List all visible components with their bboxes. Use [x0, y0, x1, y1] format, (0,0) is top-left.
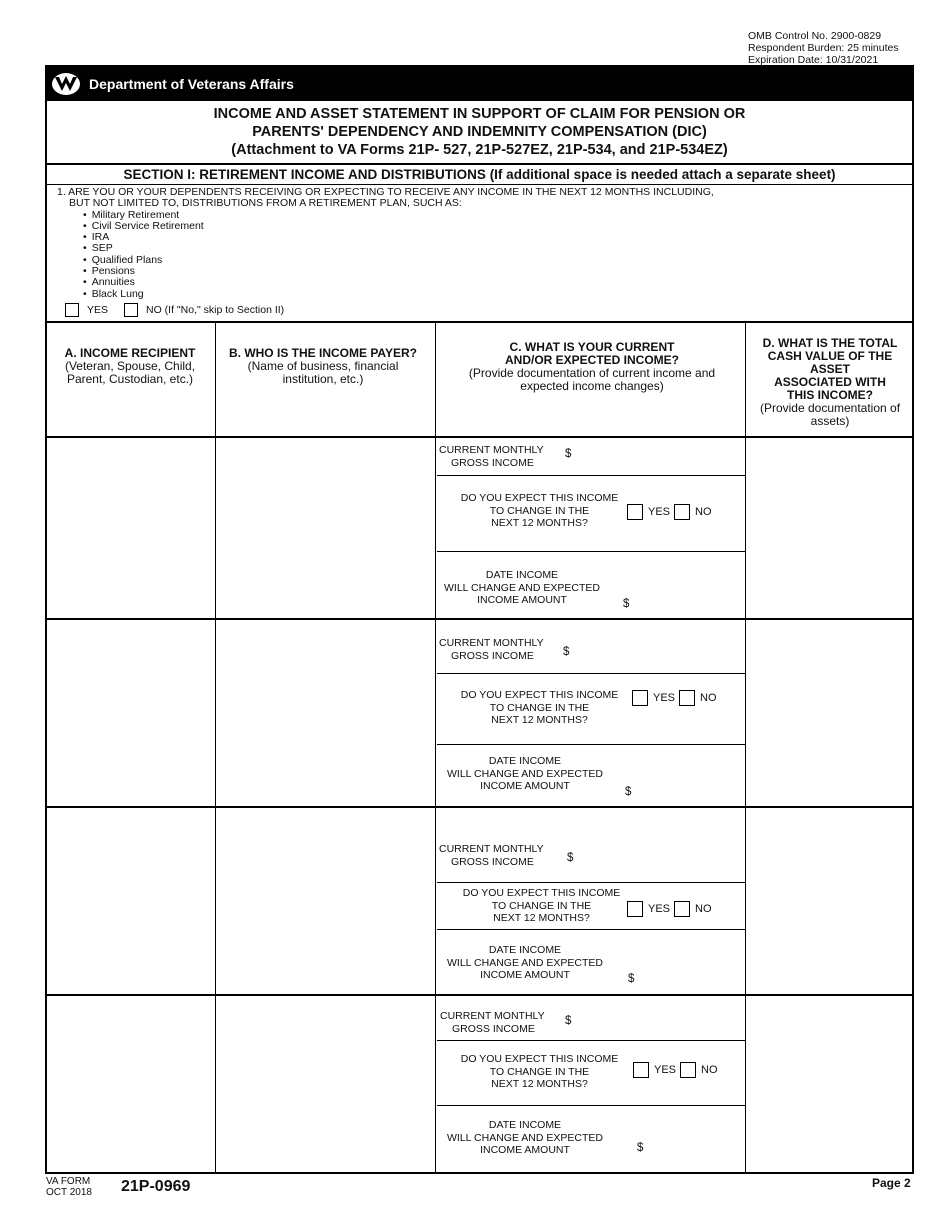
- expect-change-options: YES NO: [627, 504, 716, 520]
- form-title: [47, 105, 912, 159]
- column-a-title: A. INCOME RECIPIENT: [64, 346, 196, 360]
- current-income-label: CURRENT MONTHLY GROSS INCOME: [439, 843, 544, 868]
- form-frame: [45, 65, 914, 1174]
- column-b-subtitle: (Name of business, financial institution, etc.): [247, 359, 399, 386]
- column-d-title-5: THIS INCOME?: [787, 388, 873, 402]
- omb-info: [748, 30, 899, 66]
- current-income-dollar[interactable]: $: [565, 448, 572, 460]
- current-income-dollar[interactable]: $: [565, 1015, 572, 1027]
- q1-no-label: NO (If "No," skip to Section II): [146, 304, 285, 316]
- footer-page-number: Page 2: [872, 1176, 911, 1190]
- expect-change-label: DO YOU EXPECT THIS INCOME TO CHANGE IN THE NEXT 12 MONTHS?: [462, 887, 621, 924]
- expected-amount-dollar[interactable]: $: [628, 973, 635, 985]
- footer-form-number: 21P-0969: [121, 1178, 191, 1195]
- list-item: • Military Retirement: [83, 210, 714, 221]
- divider: [47, 184, 912, 185]
- column-divider: [745, 321, 746, 1172]
- expect-change-label: DO YOU EXPECT THIS INCOME TO CHANGE IN THE NEXT 12 MONTHS?: [460, 492, 619, 529]
- column-divider: [435, 321, 436, 1172]
- date-change-label: DATE INCOME WILL CHANGE AND EXPECTED INCOME AMOUNT: [444, 569, 600, 606]
- q1-yes-label: YES: [87, 304, 109, 316]
- q1-yes-checkbox[interactable]: [65, 303, 79, 317]
- column-b-title: B. WHO IS THE INCOME PAYER?: [228, 346, 417, 360]
- section-1-heading: SECTION I: RETIREMENT INCOME AND DISTRIBUTIONS (If additional space is needed attach a separate sheet): [123, 167, 836, 182]
- list-item: • Civil Service Retirement: [83, 221, 714, 232]
- column-divider: [215, 321, 216, 1172]
- expected-amount-dollar[interactable]: $: [625, 786, 632, 798]
- row-divider: [47, 618, 912, 620]
- expect-change-options: YES NO: [632, 690, 721, 706]
- expected-amount-dollar[interactable]: $: [623, 598, 630, 610]
- column-c-subtitle: (Provide documentation of current income and expected income changes): [468, 366, 716, 393]
- change-no-checkbox[interactable]: [674, 504, 690, 520]
- column-d-title-2: CASH VALUE OF THE: [767, 349, 893, 363]
- question-1-answer: [65, 303, 284, 317]
- column-d-subtitle: (Provide documentation of assets): [759, 401, 901, 428]
- header-bar: [47, 67, 912, 101]
- column-d-title-1: D. WHAT IS THE TOTAL: [762, 336, 898, 350]
- list-item: • Black Lung: [83, 289, 714, 300]
- va-seal-icon: [51, 72, 81, 96]
- expect-change-label: DO YOU EXPECT THIS INCOME TO CHANGE IN THE NEXT 12 MONTHS?: [460, 689, 619, 726]
- divider: [47, 163, 912, 165]
- current-income-dollar[interactable]: $: [563, 646, 570, 658]
- date-change-label: DATE INCOME WILL CHANGE AND EXPECTED INCOME AMOUNT: [447, 755, 603, 792]
- current-income-label: CURRENT MONTHLY GROSS INCOME: [439, 444, 544, 469]
- list-item: • SEP: [83, 243, 714, 254]
- list-item: • Pensions: [83, 266, 714, 277]
- question-1: [57, 187, 714, 300]
- title-line-2: PARENTS' DEPENDENCY AND INDEMNITY COMPENSATION (DIC): [252, 124, 707, 140]
- expected-amount-dollar[interactable]: $: [637, 1142, 644, 1154]
- current-income-dollar[interactable]: $: [567, 852, 574, 864]
- expect-change-options: YES NO: [627, 901, 716, 917]
- current-income-label: CURRENT MONTHLY GROSS INCOME: [440, 1010, 545, 1035]
- list-item: • Qualified Plans: [83, 255, 714, 266]
- footer-form-info: [46, 1176, 92, 1198]
- column-c-title-2: AND/OR EXPECTED INCOME?: [504, 353, 679, 367]
- column-c-header: [447, 341, 737, 393]
- omb-expiration: Expiration Date: 10/31/2021: [748, 54, 879, 66]
- question-1-line-1: 1. ARE YOU OR YOUR DEPENDENTS RECEIVING OR EXPECTING TO RECEIVE ANY INCOME IN THE NEXT 12 MONTHS INCLUDING,: [57, 186, 714, 198]
- q1-no-checkbox[interactable]: [124, 303, 138, 317]
- footer-form-label: VA FORM: [46, 1176, 91, 1187]
- omb-burden: Respondent Burden: 25 minutes: [748, 42, 899, 54]
- change-no-checkbox[interactable]: [680, 1062, 696, 1078]
- title-line-3: (Attachment to VA Forms 21P- 527, 21P-527EZ, 21P-534, and 21P-534EZ): [231, 142, 728, 158]
- title-line-1: INCOME AND ASSET STATEMENT IN SUPPORT OF CLAIM FOR PENSION OR: [213, 106, 746, 122]
- change-no-checkbox[interactable]: [674, 901, 690, 917]
- change-yes-checkbox[interactable]: [627, 901, 643, 917]
- column-d-header: [750, 337, 910, 428]
- current-income-label: CURRENT MONTHLY GROSS INCOME: [439, 637, 544, 662]
- list-item: • Annuities: [83, 277, 714, 288]
- change-yes-checkbox[interactable]: [627, 504, 643, 520]
- column-c-title-1: C. WHAT IS YOUR CURRENT: [509, 340, 675, 354]
- date-change-label: DATE INCOME WILL CHANGE AND EXPECTED INCOME AMOUNT: [447, 1119, 603, 1156]
- change-yes-checkbox[interactable]: [632, 690, 648, 706]
- divider: [47, 321, 912, 323]
- expect-change-label: DO YOU EXPECT THIS INCOME TO CHANGE IN THE NEXT 12 MONTHS?: [460, 1053, 619, 1090]
- retirement-income-list: [83, 210, 714, 300]
- omb-control: OMB Control No. 2900-0829: [748, 30, 882, 42]
- footer-date: OCT 2018: [46, 1187, 92, 1198]
- column-d-title-4: ASSOCIATED WITH: [774, 375, 886, 389]
- change-yes-checkbox[interactable]: [633, 1062, 649, 1078]
- date-change-label: DATE INCOME WILL CHANGE AND EXPECTED INCOME AMOUNT: [447, 944, 603, 981]
- department-name: Department of Veterans Affairs: [89, 76, 294, 92]
- change-no-checkbox[interactable]: [679, 690, 695, 706]
- expect-change-options: YES NO: [633, 1062, 722, 1078]
- column-a-subtitle: (Veteran, Spouse, Child, Parent, Custodian, etc.): [64, 359, 196, 386]
- row-divider: [47, 994, 912, 996]
- list-item: • IRA: [83, 232, 714, 243]
- question-1-line-2: BUT NOT LIMITED TO, DISTRIBUTIONS FROM A RETIREMENT PLAN, SUCH AS:: [69, 197, 462, 210]
- column-b-header: [223, 347, 423, 386]
- column-d-title-3: ASSET: [809, 362, 850, 376]
- divider: [47, 436, 912, 438]
- row-divider: [47, 806, 912, 808]
- column-a-header: [55, 347, 205, 386]
